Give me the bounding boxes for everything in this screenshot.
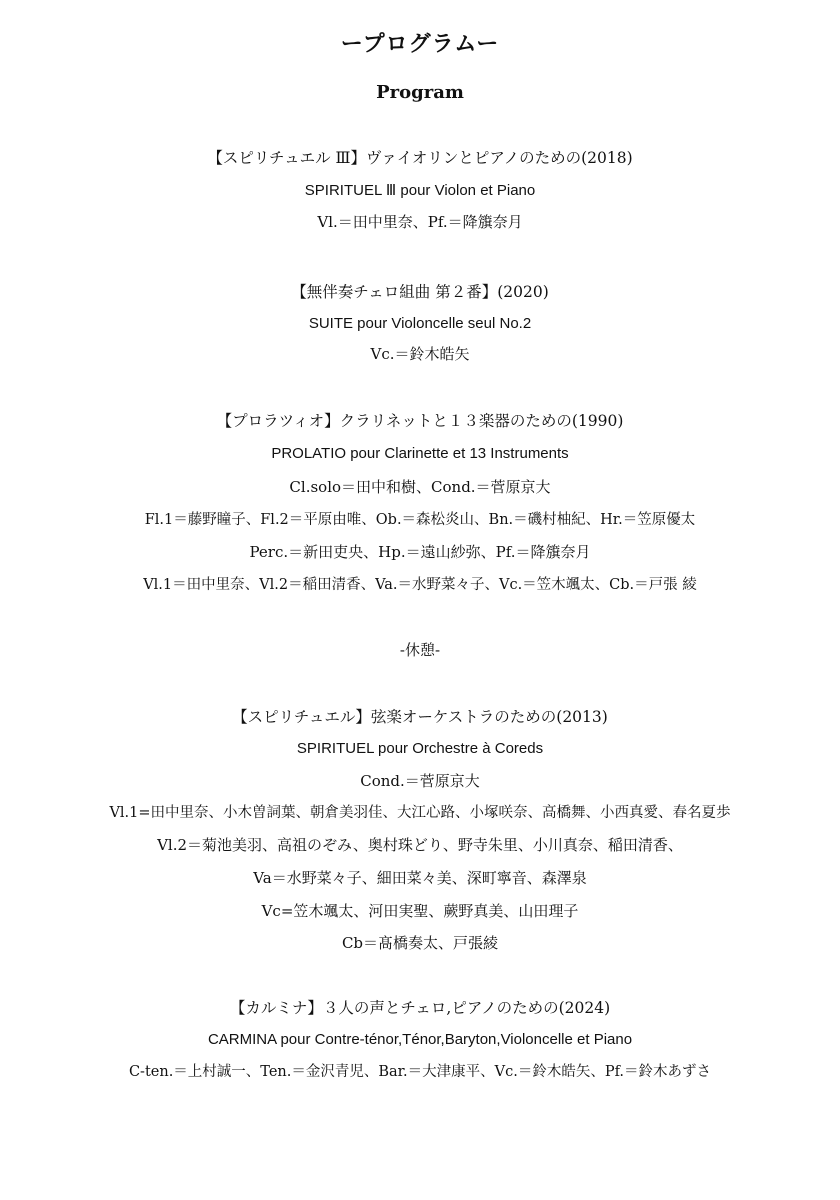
piece-heading: 【カルミナ】３人の声とチェロ,ピアノのための(2024) xyxy=(229,999,611,1017)
piece-heading: 【無伴奏チェロ組曲 第２番】(2020) xyxy=(291,283,549,301)
performer-line: C-ten.＝上村誠一、Ten.＝金沢青児、Bar.＝大津康平、Vc.＝鈴木皓矢、Pf.＝鈴木あずさ xyxy=(128,1064,712,1080)
piece-heading: 【スピリチュエル Ⅲ】ヴァイオリンとピアノのための(2018) xyxy=(207,149,633,167)
performer-line: Vl.2＝菊池美羽、高祖のぞみ、奥村珠どり、野寺朱里、小川真奈、稲田清香、 xyxy=(157,836,683,854)
performer-line: Fl.1＝藤野瞳子、Fl.2＝平原由唯、Ob.＝森松炎山、Bn.＝磯村柚紀、Hr.＝笠原優太 xyxy=(144,512,696,528)
performer-line: Cl.solo＝田中和樹、Cond.＝菅原京大 xyxy=(289,478,551,496)
performer-line: Vc.＝鈴木皓矢 xyxy=(370,345,470,363)
piece-english-title: SUITE pour Violoncelle seul No.2 xyxy=(308,315,532,332)
piece-heading: 【スピリチュエル】弦楽オーケストラのための(2013) xyxy=(232,708,608,726)
performer-line: Cb＝髙橋奏太、戸張綾 xyxy=(341,934,499,952)
performer-line: Va＝水野菜々子、細田菜々美、深町寧音、森澤泉 xyxy=(253,869,587,887)
performer-line: Perc.＝新田吏央、Hp.＝遠山紗弥、Pf.＝降籏奈月 xyxy=(249,543,591,561)
performer-line: Cond.＝菅原京大 xyxy=(360,772,480,790)
program-subtitle: Program xyxy=(376,82,464,103)
performer-line: Vl.＝田中里奈、Pf.＝降籏奈月 xyxy=(317,213,523,231)
piece-english-title: PROLATIO pour Clarinette et 13 Instruments xyxy=(271,445,569,462)
performer-line: Vl.1=田中里奈、小木曽詞葉、朝倉美羽佳、大江心路、小塚咲奈、高橋舞、小西真愛、春名夏歩 xyxy=(109,805,731,821)
performer-line: Vl.1＝田中里奈、Vl.2＝稲田清香、Va.＝水野菜々子、Vc.＝笠木颯太、Cb.＝戸張 綾 xyxy=(143,577,697,593)
piece-english-title: SPIRITUEL Ⅲ pour Violon et Piano xyxy=(304,182,536,199)
intermission-label: -休憩- xyxy=(399,641,441,659)
piece-english-title: SPIRITUEL pour Orchestre à Coreds xyxy=(296,740,544,757)
piece-heading: 【プロラツィオ】クラリネットと１３楽器のための(1990) xyxy=(216,412,624,430)
piece-english-title: CARMINA pour Contre-ténor,Ténor,Baryton,Violoncelle et Piano xyxy=(207,1031,633,1048)
program-title: ープログラムー xyxy=(340,31,500,57)
performer-line: Vc=笠木颯太、河田実聖、蕨野真美、山田理子 xyxy=(261,902,579,920)
